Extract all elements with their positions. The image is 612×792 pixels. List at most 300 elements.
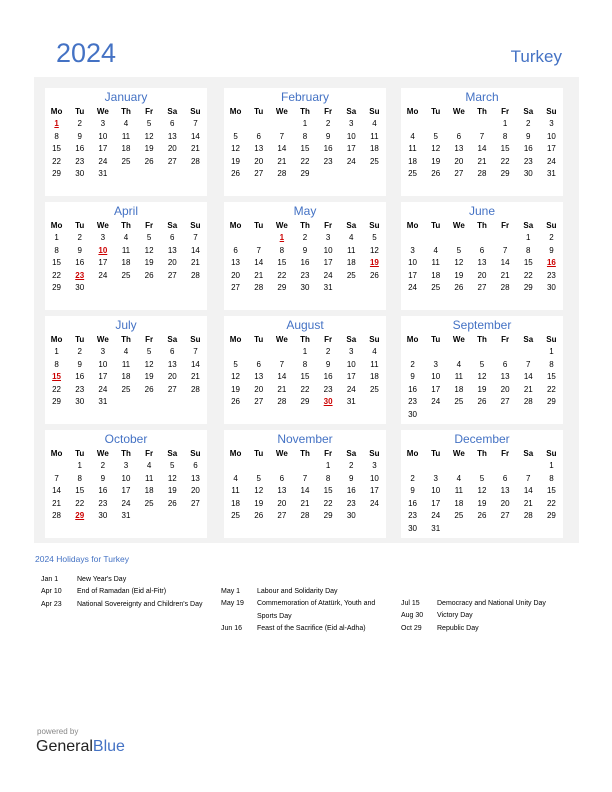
day-cell: 20 <box>254 384 264 394</box>
day-cell: 22 <box>75 498 85 508</box>
day-cell: 2 <box>349 461 354 470</box>
day-cell: 5 <box>456 245 462 255</box>
day-cell: 21 <box>300 498 310 508</box>
day-cell: 29 <box>546 511 556 520</box>
day-cell: 24 <box>98 156 108 166</box>
weekday-header: Mo <box>50 449 63 458</box>
day-cell: 4 <box>433 245 438 255</box>
holiday-day-cell: 1 <box>54 119 59 128</box>
day-cell: 16 <box>346 486 356 495</box>
day-cell: 7 <box>193 233 198 242</box>
day-cell: 7 <box>54 473 59 483</box>
day-cell: 26 <box>144 156 154 166</box>
day-cell: 19 <box>144 372 154 381</box>
day-cell: 25 <box>454 397 464 406</box>
day-cell: 28 <box>523 397 533 406</box>
month-name: May <box>293 204 317 218</box>
weekday-header: Sa <box>523 221 534 230</box>
day-cell: 23 <box>323 156 333 166</box>
weekday-header: Th <box>121 449 131 458</box>
day-cell: 28 <box>277 169 287 178</box>
day-cell: 10 <box>369 473 379 483</box>
day-cell: 8 <box>325 473 331 483</box>
day-cell: 8 <box>54 359 59 369</box>
day-cell: 11 <box>408 144 417 153</box>
day-cell: 25 <box>231 511 241 520</box>
day-cell: 10 <box>408 258 418 267</box>
day-cell: 9 <box>77 245 82 255</box>
day-cell: 27 <box>231 283 241 292</box>
day-cell: 22 <box>523 270 533 280</box>
empty-cell <box>424 346 447 359</box>
weekday-header: Tu <box>254 107 264 116</box>
day-cell: 21 <box>500 270 510 280</box>
day-cell: 29 <box>300 397 310 406</box>
day-cell: 28 <box>190 384 200 394</box>
day-cell: 22 <box>546 384 556 394</box>
day-cell: 15 <box>277 258 287 267</box>
weekday-header: Tu <box>75 107 85 116</box>
weekday-header: Su <box>369 335 380 344</box>
day-cell: 26 <box>477 511 487 520</box>
day-cell: 30 <box>346 511 356 520</box>
day-cell: 11 <box>370 359 379 369</box>
weekday-header: Sa <box>523 107 534 116</box>
day-cell: 10 <box>431 372 441 381</box>
day-cell: 2 <box>526 119 531 128</box>
day-cell: 18 <box>144 486 154 495</box>
day-cell: 9 <box>325 131 331 141</box>
weekday-header: Tu <box>75 221 85 230</box>
day-cell: 8 <box>77 473 82 483</box>
day-cell: 24 <box>546 156 556 166</box>
day-cell: 27 <box>477 283 487 292</box>
day-cell: 21 <box>523 384 533 394</box>
weekday-header: Fr <box>324 335 333 344</box>
holiday-day-cell: 19 <box>369 258 379 267</box>
day-cell: 29 <box>546 397 556 406</box>
weekday-header: Su <box>190 449 201 458</box>
day-grid <box>224 334 386 409</box>
weekday-header: Mo <box>50 221 63 230</box>
weekday-header: We <box>96 335 109 344</box>
day-cell: 9 <box>549 245 554 255</box>
day-cell: 18 <box>369 144 379 153</box>
month-december <box>401 430 563 538</box>
day-cell: 20 <box>167 144 177 153</box>
weekday-header: Sa <box>167 107 178 116</box>
weekday-header: We <box>452 449 465 458</box>
empty-cell <box>247 232 270 245</box>
day-cell: 25 <box>121 384 131 394</box>
empty-cell <box>247 346 270 359</box>
day-cell: 11 <box>144 473 154 483</box>
day-cell: 23 <box>300 270 310 280</box>
weekday-header: Mo <box>229 107 242 116</box>
holiday-name: New Year's Day <box>77 576 127 583</box>
day-cell: 20 <box>477 270 487 280</box>
holiday-date: May 19 <box>221 600 244 608</box>
weekday-header: We <box>96 107 109 116</box>
day-cell: 16 <box>408 498 418 508</box>
day-cell: 27 <box>167 384 177 394</box>
day-cell: 7 <box>526 473 531 483</box>
empty-cell <box>401 232 424 245</box>
holiday-column <box>221 586 386 635</box>
day-cell: 27 <box>254 169 264 178</box>
day-cell: 19 <box>144 258 154 267</box>
day-cell: 30 <box>98 511 108 520</box>
day-grid <box>401 220 563 295</box>
day-cell: 5 <box>433 131 438 141</box>
day-cell: 1 <box>526 233 531 242</box>
day-cell: 23 <box>546 270 556 280</box>
day-cell: 18 <box>408 156 418 166</box>
day-cell: 16 <box>300 258 310 267</box>
day-cell: 26 <box>254 511 264 520</box>
day-grid <box>401 106 563 181</box>
day-cell: 3 <box>433 359 438 369</box>
day-cell: 6 <box>170 119 175 128</box>
day-cell: 15 <box>323 486 333 495</box>
weekday-header: Tu <box>75 335 85 344</box>
day-cell: 15 <box>300 372 310 381</box>
day-cell: 25 <box>346 270 356 280</box>
day-cell: 30 <box>546 283 556 292</box>
day-cell: 18 <box>121 144 131 153</box>
day-cell: 10 <box>346 131 356 141</box>
day-cell: 17 <box>323 258 333 267</box>
day-cell: 28 <box>52 511 62 520</box>
weekday-header: Mo <box>406 449 419 458</box>
month-june <box>401 202 563 310</box>
day-cell: 10 <box>323 245 333 255</box>
empty-cell <box>270 118 293 131</box>
holiday-date: May 1 <box>221 588 241 595</box>
holiday-date: Aug 30 <box>401 612 424 620</box>
day-cell: 3 <box>325 233 331 242</box>
month-august <box>224 316 386 424</box>
day-cell: 27 <box>454 169 464 178</box>
holiday-date: Oct 29 <box>401 624 422 632</box>
month-march <box>401 88 563 196</box>
day-cell: 29 <box>500 169 510 178</box>
weekday-header: Su <box>546 449 557 458</box>
weekday-header: Tu <box>254 335 264 344</box>
day-cell: 25 <box>369 156 379 166</box>
day-cell: 16 <box>75 372 85 381</box>
day-grid <box>401 448 563 535</box>
day-cell: 18 <box>454 498 464 508</box>
day-cell: 19 <box>167 486 177 495</box>
holiday-item <box>221 586 386 598</box>
day-cell: 22 <box>546 498 556 508</box>
holiday-name: National Sovereignty and Children's Day <box>77 600 203 608</box>
day-cell: 4 <box>456 359 462 369</box>
day-cell: 23 <box>523 156 533 166</box>
month-september <box>401 316 563 424</box>
month-april <box>45 202 207 310</box>
day-cell: 21 <box>477 156 487 166</box>
day-cell: 14 <box>500 258 510 267</box>
day-cell: 19 <box>454 270 464 280</box>
month-july <box>45 316 207 424</box>
day-cell: 20 <box>454 156 464 166</box>
empty-cell <box>447 118 470 131</box>
day-cell: 31 <box>346 397 356 406</box>
day-cell: 26 <box>369 270 379 280</box>
day-cell: 9 <box>325 359 331 369</box>
day-cell: 20 <box>254 156 264 166</box>
day-cell: 22 <box>52 156 62 166</box>
weekday-header: Mo <box>50 107 63 116</box>
holiday-item <box>41 599 206 611</box>
weekday-header: Mo <box>229 335 242 344</box>
day-cell: 18 <box>231 498 241 508</box>
empty-cell <box>401 460 424 473</box>
day-cell: 14 <box>254 258 264 267</box>
weekday-header: Su <box>546 221 557 230</box>
month-october <box>45 430 207 538</box>
day-cell: 22 <box>500 156 510 166</box>
holiday-column <box>401 598 571 635</box>
day-grid <box>45 448 207 523</box>
holiday-day-cell: 1 <box>279 233 285 242</box>
day-cell: 13 <box>254 144 264 153</box>
day-cell: 22 <box>300 384 310 394</box>
day-cell: 8 <box>302 131 308 141</box>
day-cell: 21 <box>190 258 200 267</box>
holiday-day-cell: 23 <box>75 270 85 280</box>
weekday-header: Su <box>190 335 201 344</box>
month-name: November <box>277 432 333 446</box>
day-cell: 7 <box>256 245 261 255</box>
day-cell: 19 <box>477 384 487 394</box>
day-cell: 29 <box>52 169 62 178</box>
powered-by-label: powered by <box>37 727 79 736</box>
holiday-name: Republic Day <box>437 624 479 632</box>
day-cell: 6 <box>193 461 198 470</box>
day-cell: 13 <box>277 486 287 495</box>
holiday-day-cell: 30 <box>323 397 333 406</box>
month-name: January <box>104 90 148 104</box>
day-cell: 1 <box>54 233 59 242</box>
holiday-day-cell: 29 <box>75 511 85 520</box>
day-cell: 6 <box>256 359 261 369</box>
holiday-item <box>221 623 386 635</box>
day-cell: 5 <box>372 233 377 242</box>
holiday-name: Victory Day <box>437 612 473 620</box>
weekday-header: Su <box>190 221 201 230</box>
day-cell: 17 <box>431 384 441 394</box>
day-cell: 26 <box>144 384 154 394</box>
weekday-header: Th <box>477 449 487 458</box>
day-cell: 5 <box>233 359 238 369</box>
day-cell: 9 <box>410 372 415 381</box>
weekday-header: Sa <box>523 449 534 458</box>
weekday-header: Th <box>300 335 310 344</box>
day-cell: 17 <box>408 270 418 280</box>
day-cell: 24 <box>431 397 441 406</box>
day-cell: 5 <box>233 131 238 141</box>
empty-cell <box>447 232 470 245</box>
day-cell: 23 <box>98 498 108 508</box>
day-cell: 6 <box>502 473 508 483</box>
day-cell: 14 <box>190 245 200 255</box>
month-name: July <box>115 318 137 332</box>
day-cell: 7 <box>279 131 285 141</box>
day-cell: 16 <box>75 144 85 153</box>
month-name: February <box>280 90 330 104</box>
day-cell: 6 <box>279 473 285 483</box>
day-cell: 12 <box>144 359 154 369</box>
empty-cell <box>494 232 517 245</box>
day-cell: 27 <box>254 397 264 406</box>
day-cell: 4 <box>123 233 129 242</box>
day-cell: 19 <box>231 384 241 394</box>
day-cell: 20 <box>500 498 510 508</box>
holidays-title: 2024 Holidays for Turkey <box>35 554 130 564</box>
day-cell: 18 <box>121 258 131 267</box>
holiday-column <box>41 574 206 611</box>
day-cell: 12 <box>431 144 441 153</box>
day-cell: 25 <box>431 283 441 292</box>
day-grid <box>45 106 207 181</box>
weekday-header: Su <box>546 107 557 116</box>
day-cell: 1 <box>302 119 308 128</box>
day-cell: 15 <box>52 258 62 267</box>
day-cell: 22 <box>52 270 62 280</box>
weekday-header: Sa <box>346 335 357 344</box>
day-cell: 8 <box>279 245 285 255</box>
country-title: Turkey <box>510 47 562 66</box>
holiday-date: Jun 16 <box>221 624 243 632</box>
day-cell: 29 <box>300 169 310 178</box>
month-name: April <box>113 204 138 218</box>
weekday-header: Mo <box>229 449 242 458</box>
day-cell: 25 <box>369 384 379 394</box>
day-cell: 4 <box>410 131 415 141</box>
weekday-header: Mo <box>406 221 419 230</box>
day-cell: 17 <box>98 258 108 267</box>
day-cell: 27 <box>500 511 510 520</box>
day-cell: 26 <box>431 169 441 178</box>
weekday-header: Sa <box>167 221 178 230</box>
day-cell: 4 <box>372 347 377 356</box>
weekday-header: We <box>275 449 288 458</box>
day-cell: 27 <box>277 511 287 520</box>
weekday-header: Fr <box>145 221 154 230</box>
day-cell: 10 <box>431 486 441 495</box>
day-cell: 28 <box>500 283 510 292</box>
weekday-header: Fr <box>145 335 154 344</box>
weekday-header: Th <box>300 107 310 116</box>
holiday-date: Apr 23 <box>41 600 62 608</box>
weekday-header: Tu <box>431 449 441 458</box>
day-cell: 14 <box>277 372 287 381</box>
day-cell: 12 <box>231 372 241 381</box>
weekday-header: Tu <box>254 449 264 458</box>
weekday-header: Th <box>477 335 487 344</box>
day-cell: 16 <box>523 144 533 153</box>
day-cell: 21 <box>52 498 62 508</box>
day-cell: 8 <box>549 473 554 483</box>
weekday-header: Fr <box>501 449 510 458</box>
day-cell: 27 <box>167 270 177 280</box>
day-cell: 19 <box>431 156 441 166</box>
day-cell: 18 <box>369 372 379 381</box>
day-cell: 15 <box>300 144 310 153</box>
day-cell: 2 <box>325 347 331 356</box>
day-cell: 15 <box>75 486 85 495</box>
empty-cell <box>293 460 316 473</box>
day-cell: 24 <box>346 156 356 166</box>
day-cell: 24 <box>431 511 441 520</box>
day-cell: 3 <box>372 461 377 470</box>
empty-cell <box>224 460 247 473</box>
day-cell: 7 <box>479 131 485 141</box>
day-cell: 2 <box>77 233 82 242</box>
day-cell: 12 <box>477 486 487 495</box>
day-cell: 25 <box>408 169 418 178</box>
holiday-item <box>401 623 571 635</box>
day-cell: 24 <box>408 283 418 292</box>
day-cell: 10 <box>121 473 131 483</box>
weekday-header: We <box>96 221 109 230</box>
day-cell: 15 <box>546 372 556 381</box>
weekday-header: Mo <box>50 335 63 344</box>
day-cell: 28 <box>477 169 487 178</box>
day-cell: 30 <box>408 409 418 419</box>
day-cell: 2 <box>410 359 415 369</box>
day-cell: 6 <box>170 347 175 356</box>
day-cell: 26 <box>477 397 487 406</box>
weekday-header: We <box>275 221 288 230</box>
day-cell: 20 <box>277 498 287 508</box>
day-cell: 8 <box>54 245 59 255</box>
day-cell: 29 <box>52 397 62 406</box>
day-cell: 19 <box>254 498 264 508</box>
day-cell: 27 <box>190 498 200 508</box>
day-cell: 14 <box>523 486 533 495</box>
day-cell: 17 <box>346 144 356 153</box>
day-cell: 20 <box>190 486 200 495</box>
weekday-header: Th <box>477 221 487 230</box>
day-cell: 13 <box>167 359 177 369</box>
weekday-header: Sa <box>346 107 357 116</box>
holiday-name: Feast of the Sacrifice (Eid al-Adha) <box>257 624 366 632</box>
day-cell: 16 <box>98 486 108 495</box>
day-cell: 16 <box>75 258 85 267</box>
day-cell: 7 <box>526 359 531 369</box>
month-name: March <box>465 90 499 104</box>
empty-cell <box>517 346 540 359</box>
weekday-header: Th <box>300 221 310 230</box>
day-cell: 3 <box>100 233 106 242</box>
holiday-name: Labour and Solidarity Day <box>257 588 338 595</box>
day-cell: 30 <box>523 169 533 178</box>
day-cell: 8 <box>549 359 554 369</box>
day-cell: 1 <box>549 347 554 356</box>
empty-cell <box>470 346 493 359</box>
day-cell: 23 <box>323 384 333 394</box>
day-cell: 29 <box>523 283 533 292</box>
empty-cell <box>247 460 270 473</box>
day-cell: 6 <box>256 131 261 141</box>
day-cell: 31 <box>121 511 131 520</box>
day-cell: 12 <box>231 144 241 153</box>
day-cell: 26 <box>231 169 241 178</box>
